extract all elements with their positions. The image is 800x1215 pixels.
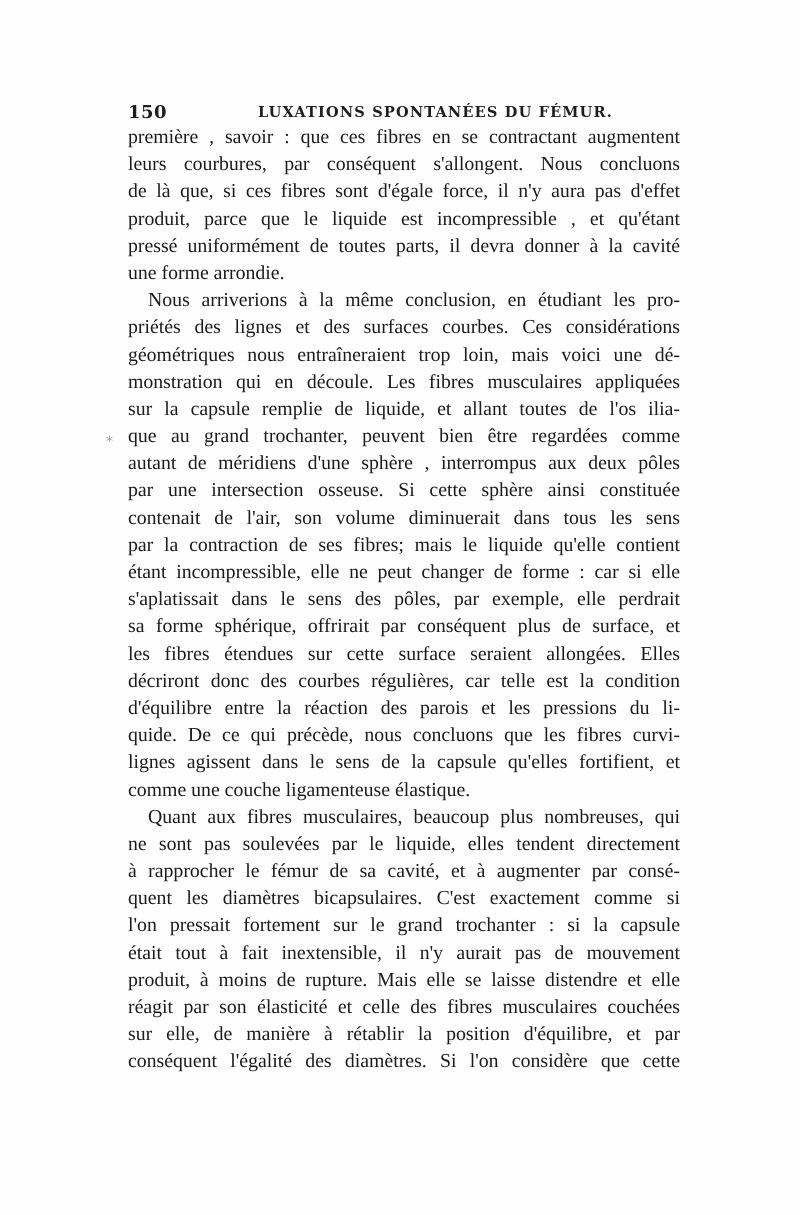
text-line: l'on pressait fortement sur le grand trochanter : si la capsule bbox=[128, 914, 680, 937]
text-line: sa forme sphérique, offrirait par conséquent plus de surface, et bbox=[128, 615, 680, 638]
text-line: par la contraction de ses fibres; mais le liquide qu'elle contient bbox=[128, 533, 680, 556]
text-line: à rapprocher le fémur de sa cavité, et à augmenter par consé- bbox=[128, 860, 680, 883]
text-line: produit, à moins de rupture. Mais elle se laisse distendre et elle bbox=[128, 968, 680, 991]
text-line: s'aplatissait dans le sens des pôles, par exemple, elle perdrait bbox=[128, 588, 680, 611]
text-line: par une intersection osseuse. Si cette sphère ainsi constituée bbox=[128, 479, 680, 502]
text-line: lignes agissent dans le sens de la capsule qu'elles fortifient, et bbox=[128, 751, 680, 774]
text-line: comme une couche ligamenteuse élastique. bbox=[128, 778, 471, 801]
text-line: que au grand trochanter, peuvent bien être regardées comme bbox=[128, 425, 680, 448]
text-line: quide. De ce qui précède, nous concluons que les fibres curvi- bbox=[128, 724, 680, 747]
text-line: sur elle, de manière à rétablir la position d'équilibre, et par bbox=[128, 1023, 680, 1046]
page-number: 150 bbox=[128, 102, 168, 123]
text-line: quent les diamètres bicapsulaires. C'est exactement comme si bbox=[128, 887, 680, 910]
page-header bbox=[128, 96, 678, 126]
text-line: de là que, si ces fibres sont d'égale force, il n'y aura pas d'effet bbox=[128, 180, 680, 203]
text-line: sur la capsule remplie de liquide, et allant toutes de l'os ilia- bbox=[128, 397, 680, 420]
text-line: une forme arrondie. bbox=[128, 261, 285, 284]
text-line: réagit par son élasticité et celle des fibres musculaires couchées bbox=[128, 996, 680, 1018]
running-title: LUXATIONS SPONTANÉES DU FÉMUR. bbox=[258, 104, 614, 121]
text-line: était tout à fait inextensible, il n'y aurait pas de mouvement bbox=[128, 941, 680, 964]
text-line: priétés des lignes et des surfaces courbes. Ces considérations bbox=[128, 316, 680, 339]
text-line: produit, parce que le liquide est incompressible , et qu'étant bbox=[128, 207, 680, 230]
text-line: leurs courbures, par conséquent s'allongent. Nous concluons bbox=[128, 153, 680, 176]
text-line: décriront donc des courbes régulières, car telle est la condition bbox=[128, 669, 680, 692]
text-line: ne sont pas soulevées par le liquide, elles tendent directement bbox=[128, 832, 680, 855]
text-line: d'équilibre entre la réaction des parois et les pressions du li- bbox=[128, 696, 680, 719]
margin-mark: * bbox=[106, 434, 113, 450]
body-text bbox=[128, 124, 680, 1076]
text-line: étant incompressible, elle ne peut changer de forme : car si elle bbox=[128, 561, 680, 583]
text-line: les fibres étendues sur cette surface seraient allongées. Elles bbox=[128, 642, 680, 665]
text-line: contenait de l'air, son volume diminuerait dans tous les sens bbox=[128, 506, 680, 529]
text-line: géométriques nous entraîneraient trop loin, mais voici une dé- bbox=[128, 343, 680, 366]
text-line: première , savoir : que ces fibres en se contractant augmentent bbox=[128, 126, 680, 148]
text-line: autant de méridiens d'une sphère , interrompus aux deux pôles bbox=[128, 452, 680, 475]
text-line: Quant aux fibres musculaires, beaucoup plus nombreuses, qui bbox=[148, 805, 680, 828]
text-line: pressé uniformément de toutes parts, il devra donner à la cavité bbox=[128, 234, 680, 257]
text-line: Nous arriverions à la même conclusion, en étudiant les pro- bbox=[148, 289, 680, 312]
text-line: monstration qui en découle. Les fibres musculaires appliquées bbox=[128, 370, 680, 393]
text-line: conséquent l'égalité des diamètres. Si l'on considère que cette bbox=[128, 1050, 680, 1073]
